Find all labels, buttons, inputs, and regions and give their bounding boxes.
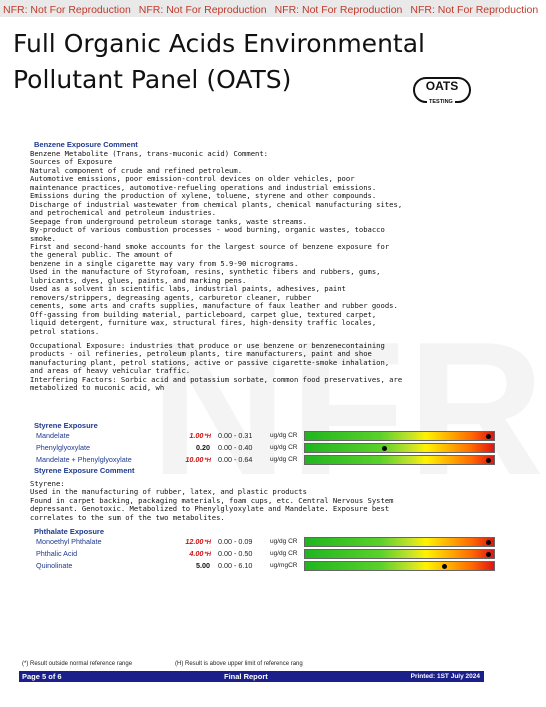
result-marker-dot [442,564,447,569]
marker-flag: *H [204,434,211,440]
comment-line: Automotive emissions, poor emission-control devices on older vehicles, poor [30,174,355,184]
comment-line: Found in carpet backing, packaging materials, foam cups, etc. Central Nervous System [30,495,394,505]
marker-unit: ug/dg CR [270,538,298,545]
benzene-comment [30,150,470,393]
marker-unit: ug/dg CR [270,456,298,463]
benzene-heading: Benzene Exposure Comment [34,140,138,149]
marker-value [166,455,211,466]
comment-line: Interfering Factors: Sorbic acid and potassium sorbate, common food preservatives, are [30,374,403,384]
logo-sub: TESTING [429,99,453,105]
comment-line: petrol stations. [30,326,100,336]
marker-value [166,431,211,442]
comment-line: Natural component of crude and refined petroleum. [30,165,243,175]
banner-text: NFR: Not For Reproduction [410,4,539,16]
page-footer [19,671,484,682]
title-line-1: Full Organic Acids Environmental [13,29,425,58]
marker-value-number: 0.20 [196,443,210,452]
comment-line: maintenance practices, automotive-refueling operations and industrial emissions. [30,182,377,192]
marker-unit: ug/mgCR [270,562,298,569]
result-marker-dot [486,552,491,557]
marker-flag: *H [204,552,211,558]
result-marker-dot [486,434,491,439]
marker-row [36,455,466,465]
range-bar [304,561,495,571]
comment-line: Sources of Exposure [30,157,113,167]
result-marker-dot [486,540,491,545]
marker-unit: ug/dg CR [270,444,298,451]
marker-row [36,549,466,559]
marker-range: 0.00 - 0.09 [218,537,253,546]
marker-flag: *H [204,540,211,546]
range-bar [304,549,495,559]
marker-value-number: 12.00 [185,537,204,546]
range-bar [304,443,495,453]
comment-line: Discharge of industrial wastewater from chemical plants, chemical manufacturing sites, [30,199,403,209]
banner-text: NFR: Not For Reproduction [138,4,267,16]
phthalate-heading: Phthalate Exposure [34,527,105,536]
marker-name: Mandelate + Phenylglyoxylate [36,455,132,464]
marker-range: 0.00 - 6.10 [218,561,253,570]
marker-row [36,537,466,547]
range-bar [304,431,495,441]
marker-value [166,549,211,560]
printed-date: Printed: 1ST July 2024 [410,673,480,680]
comment-line: First and second-hand smoke accounts for the largest source of benzene exposure for [30,241,390,251]
footnote-outside-range: (*) Result outside normal reference range [22,661,133,667]
comment-line: Seepage from underground petroleum storage tanks, waste streams. [30,216,307,226]
range-bar [304,455,495,465]
page-number: Page 5 of 6 [22,672,62,681]
styrene-heading: Styrene Exposure [34,421,98,430]
styrene-comment [30,480,470,522]
report-status: Final Report [224,672,268,681]
comment-line: Occupational Exposure: industries that produce or use benzene or benzenecontaining [30,340,385,350]
comment-line: correlates to the sum of the two metabolites. [30,512,225,522]
comment-line: Styrene: [30,479,65,488]
marker-range: 0.00 - 0.50 [218,549,253,558]
comment-line: Emissions during the production of xylene, toluene, styrene and other compounds. [30,191,377,201]
comment-line: Used in the manufacture of Styrofoam, resins, synthetic fibers and rubbers, gums, [30,267,381,277]
marker-flag: *H [204,458,211,464]
comment-line: Used in the manufacturing of rubber, latex, and plastic products [30,487,307,497]
comment-line: cements, some arts and crafts supplies, manufacture of faux leather and rubber goods. [30,301,398,311]
marker-range: 0.00 - 0.64 [218,455,253,464]
marker-range: 0.00 - 0.40 [218,443,253,452]
marker-name: Phthalic Acid [36,549,78,558]
styrene-comment-heading: Styrene Exposure Comment [34,466,135,475]
marker-value-number: 4.00 [189,549,204,558]
marker-row [36,443,466,453]
result-marker-dot [382,446,387,451]
banner-text: NFR: Not For Reproduction [274,4,403,16]
marker-unit: ug/dg CR [270,432,298,439]
marker-name: Monoethyl Phthalate [36,537,102,546]
result-marker-dot [486,458,491,463]
comment-line: lubricants, dyes, glues, paints, and marking pens. [30,275,247,285]
marker-value [166,537,211,548]
banner-text: NFR: Not For Reproduction [3,4,131,16]
comment-line: Off-gassing from building material, particleboard, carpet glue, textured carpet, [30,309,377,319]
comment-line: Used as a solvent in scientific labs, industrial paints, adhesives, paint [30,284,346,294]
title-line-2: Pollutant Panel (OATS) [13,65,292,94]
marker-value-number: 5.00 [196,561,210,570]
marker-value [166,561,211,572]
marker-value-number: 10.00 [185,455,204,464]
marker-value [166,443,211,454]
comment-line: liquid detergent, furniture wax, structural fires, high-density traffic locales, [30,318,377,328]
comment-line: and petrochemical and petroleum industries. [30,208,217,218]
marker-row [36,561,466,571]
comment-line: benzene in a single cigarette may vary from 5.9-90 micrograms. [30,258,299,268]
comment-line: By-product of various combustion processes - wood burning, organic wastes, tobacco [30,225,385,235]
marker-unit: ug/dg CR [270,550,298,557]
marker-name: Quinolinate [36,561,73,570]
comment-line: removers/strippers, degreasing agents, carburetor cleaner, rubber [30,292,312,302]
comment-line: and areas of heavy vehicular traffic. [30,366,191,376]
marker-name: Phenylglyoxylate [36,443,90,452]
marker-range: 0.00 - 0.31 [218,431,253,440]
marker-value-number: 1.00 [189,431,204,440]
comment-line: metabolized to muconic acid, wh [30,383,165,393]
marker-name: Mandelate [36,431,70,440]
comment-line: depressant. Genotoxic. Metabolized to Phenylglyoxylate and Mandelate. Exposure best [30,504,390,514]
range-bar [304,537,495,547]
comment-line: smoke. [30,233,56,243]
footnote-above-limit: (H) Result is above upper limit of reference rang [175,661,303,667]
comment-line: manufacturing plant, petrol stations, active or passive cigarette-smoke inhalation, [30,357,390,367]
nfr-banner [0,0,539,17]
marker-row [36,431,466,441]
comment-line: Benzene Metabolite (Trans, trans-muconic acid) Comment: [30,149,268,158]
comment-line: products - oil refineries, petroleum plants, tire manufacturers, paint and shoe [30,349,372,359]
oats-logo [413,77,471,103]
logo-main: OATS [425,79,459,93]
comment-line: the general public. The amount of [30,250,173,260]
